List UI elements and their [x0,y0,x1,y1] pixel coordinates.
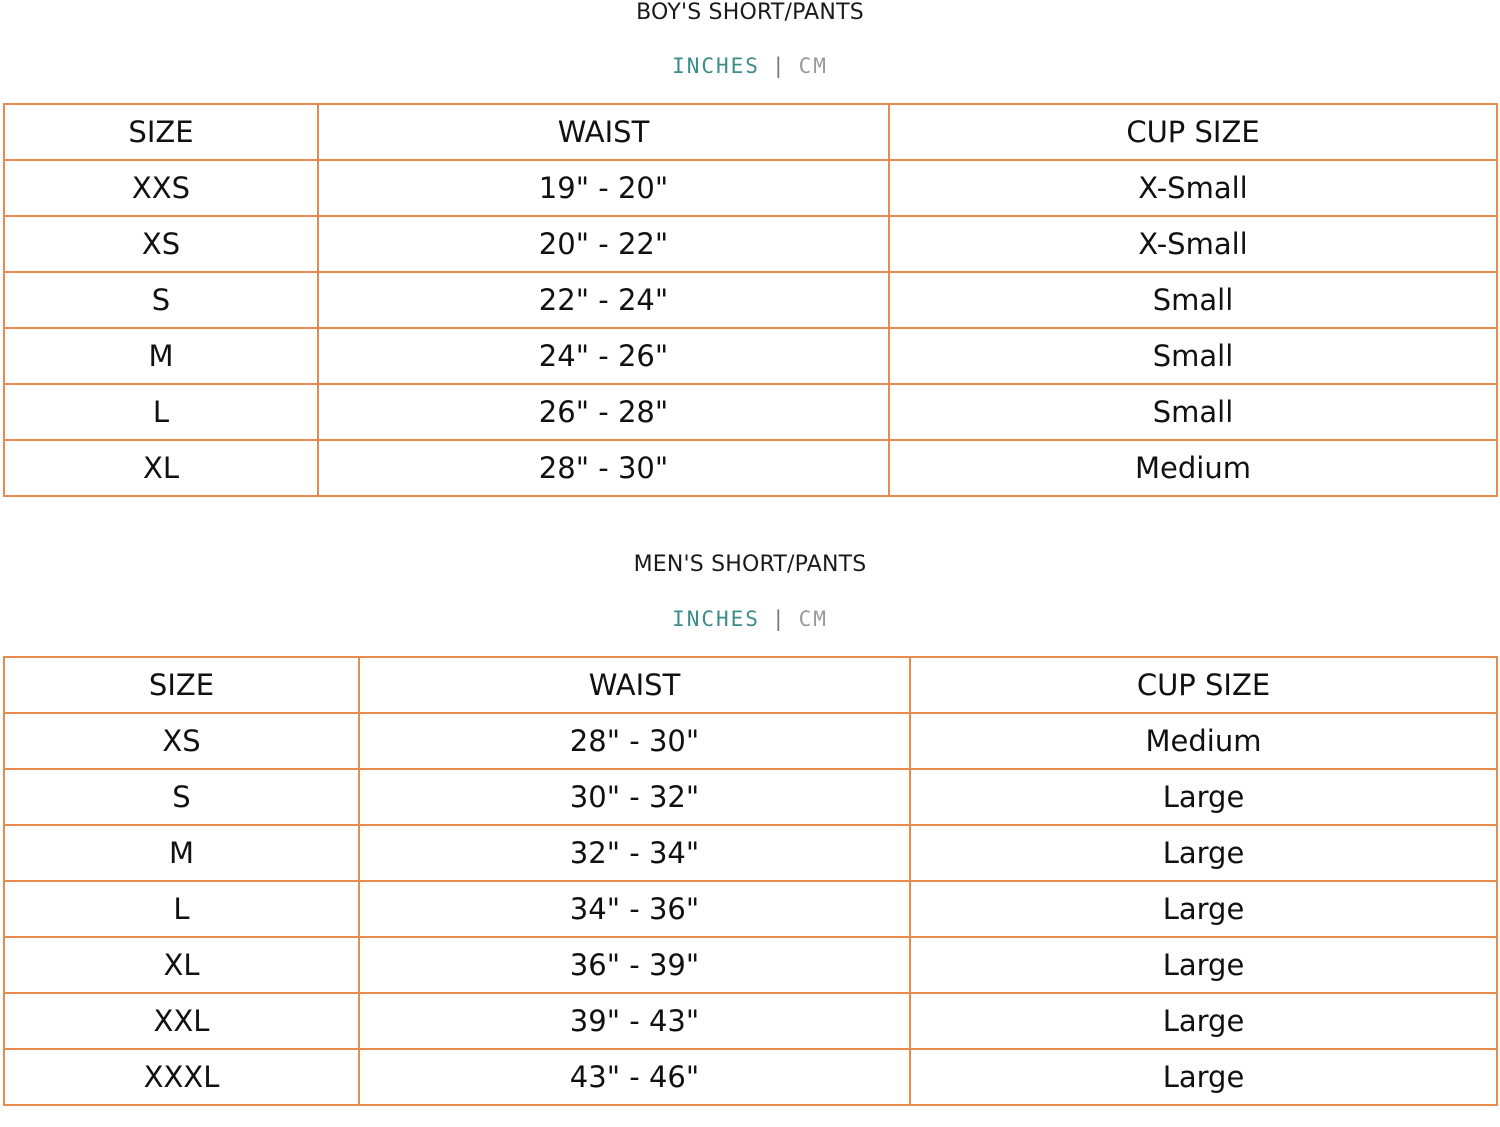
size-cell: M [4,328,318,384]
column-header-cup-size: CUP SIZE [889,104,1497,160]
cup-size-cell: Large [910,881,1497,937]
table-row [4,328,1497,384]
size-cell: XS [4,216,318,272]
waist-cell: 28" - 30" [359,713,910,769]
size-cell: S [4,272,318,328]
size-cell: XS [4,713,359,769]
mens-cm-toggle[interactable]: CM [798,607,828,631]
waist-cell: 43" - 46" [359,1049,910,1105]
size-cell: S [4,769,359,825]
cup-size-cell: Medium [910,713,1497,769]
size-cell: XL [4,440,318,496]
table-row [4,272,1497,328]
mens-size-table [3,656,1498,1106]
cup-size-cell: Large [910,993,1497,1049]
waist-cell: 32" - 34" [359,825,910,881]
size-cell: XL [4,937,359,993]
cup-size-cell: Large [910,825,1497,881]
waist-cell: 24" - 26" [318,328,889,384]
table-row [4,881,1497,937]
table-row [4,160,1497,216]
table-row [4,216,1497,272]
table-row [4,937,1497,993]
cup-size-cell: Large [910,769,1497,825]
cup-size-cell: Large [910,937,1497,993]
mens-inches-toggle[interactable]: INCHES [672,607,760,631]
mens-unit-toggle [0,607,1500,631]
table-row [4,384,1497,440]
cup-size-cell: Small [889,272,1497,328]
cup-size-cell: Small [889,328,1497,384]
waist-cell: 19" - 20" [318,160,889,216]
column-header-waist: WAIST [318,104,889,160]
waist-cell: 39" - 43" [359,993,910,1049]
column-header-waist: WAIST [359,657,910,713]
waist-cell: 22" - 24" [318,272,889,328]
boys-unit-toggle [0,54,1500,78]
waist-cell: 36" - 39" [359,937,910,993]
cup-size-cell: X-Small [889,216,1497,272]
waist-cell: 34" - 36" [359,881,910,937]
cup-size-cell: Large [910,1049,1497,1105]
size-cell: M [4,825,359,881]
column-header-cup-size: CUP SIZE [910,657,1497,713]
table-row [4,1049,1497,1105]
waist-cell: 26" - 28" [318,384,889,440]
column-header-size: SIZE [4,657,359,713]
waist-cell: 28" - 30" [318,440,889,496]
cup-size-cell: Medium [889,440,1497,496]
column-header-size: SIZE [4,104,318,160]
cup-size-cell: X-Small [889,160,1497,216]
table-row [4,713,1497,769]
table-row [4,769,1497,825]
table-header-row [4,104,1497,160]
waist-cell: 30" - 32" [359,769,910,825]
size-cell: XXS [4,160,318,216]
size-cell: XXXL [4,1049,359,1105]
table-header-row [4,657,1497,713]
table-row [4,825,1497,881]
boys-unit-separator: | [771,54,787,78]
size-cell: L [4,881,359,937]
table-row [4,440,1497,496]
table-row [4,993,1497,1049]
boys-inches-toggle[interactable]: INCHES [672,54,760,78]
boys-size-table [3,103,1498,497]
boys-cm-toggle[interactable]: CM [798,54,828,78]
mens-unit-separator: | [771,607,787,631]
size-cell: XXL [4,993,359,1049]
cup-size-cell: Small [889,384,1497,440]
size-cell: L [4,384,318,440]
waist-cell: 20" - 22" [318,216,889,272]
mens-section-title: MEN'S SHORT/PANTS [633,552,867,577]
boys-section-title: BOY'S SHORT/PANTS [636,0,864,25]
